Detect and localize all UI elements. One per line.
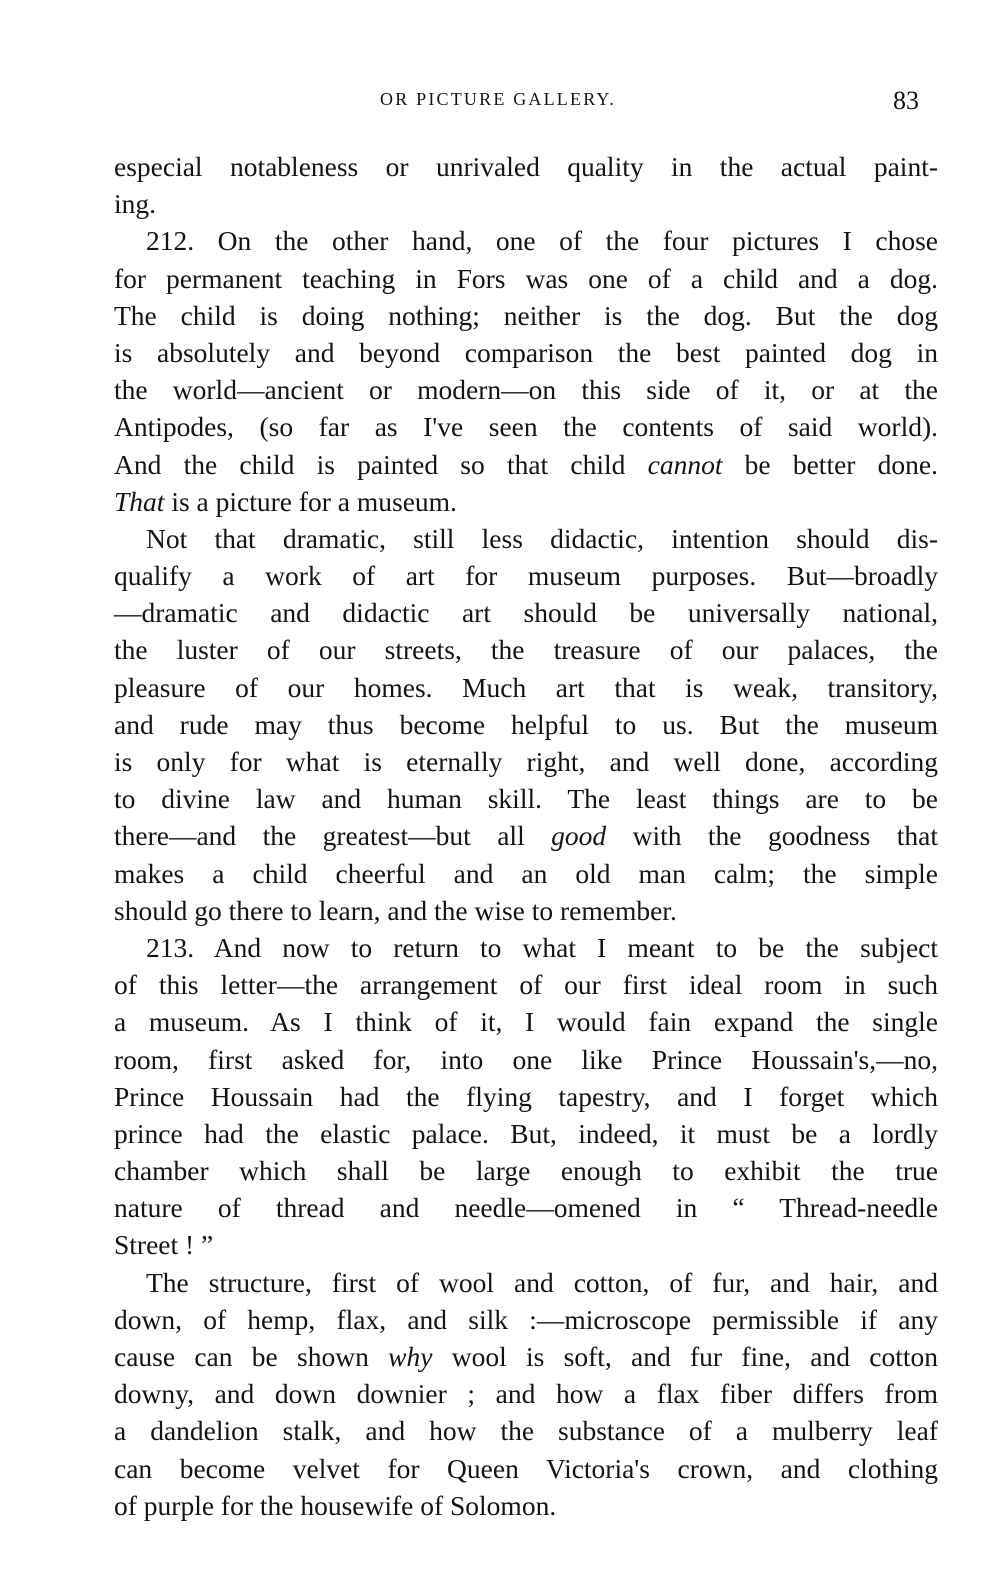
- text-line: qualify a work of art for museum purposes. But—broadly: [114, 560, 938, 592]
- text-line: the luster of our streets, the treasure of our palaces, the: [114, 634, 938, 666]
- text-line: can become velvet for Queen Victoria's crown, and clothing: [114, 1452, 938, 1484]
- emphasis: why: [388, 1341, 433, 1372]
- text-line: a dandelion stalk, and how the substance of a mulberry leaf: [114, 1415, 938, 1447]
- paragraph-first-line: The structure, first of wool and cotton, of fur, and hair, and: [146, 1266, 938, 1298]
- text-line: especial notableness or unrivaled quality in the actual paint-: [114, 151, 938, 182]
- text-line: [114, 1338, 938, 1375]
- text-line: should go there to learn, and the wise to remember.: [114, 894, 677, 926]
- paragraph-213-first-line: 213. And now to return to what I meant to be the subject: [146, 931, 938, 963]
- text-run: And the child is painted so that child: [114, 448, 648, 480]
- text-line: Antipodes, (so far as I've seen the contents of said world).: [114, 411, 938, 443]
- emphasis: cannot: [647, 448, 723, 480]
- emphasis: good: [551, 820, 607, 852]
- text-line: downy, and down downier ; and how a flax fiber differs from: [114, 1378, 938, 1410]
- text-line: ing.: [114, 188, 157, 220]
- text-line: prince had the elastic palace. But, indeed, it must be a lordly: [114, 1117, 938, 1149]
- text-line: the world—ancient or modern—on this side of it, or at the: [114, 374, 938, 406]
- text-line: —dramatic and didactic art should be universally national,: [114, 597, 938, 629]
- text-line: and rude may thus become helpful to us. But the museum: [114, 708, 938, 740]
- text-line: nature of thread and needle—omened in “ Thread-needle: [114, 1192, 938, 1224]
- text-line: Street ! ”: [114, 1229, 214, 1261]
- text-line: chamber which shall be large enough to exhibit the true: [114, 1155, 938, 1187]
- text-run: wool is soft, and fur fine, and cotton: [432, 1341, 938, 1372]
- text-line: [114, 483, 938, 520]
- text-line: room, first asked for, into one like Prince Houssain's,—no,: [114, 1043, 938, 1075]
- text-run: there—and the greatest—but all: [114, 820, 552, 852]
- page-number: 83: [893, 86, 919, 115]
- text-line: [114, 817, 938, 854]
- text-line: pleasure of our homes. Much art that is weak, transitory,: [114, 671, 938, 703]
- text-line: down, of hemp, flax, and silk :—microscope permissible if any: [114, 1303, 938, 1335]
- text-run: be better done.: [722, 448, 938, 480]
- text-line: makes a child cheerful and an old man calm; the simple: [114, 857, 938, 889]
- text-run: is a picture for a museum.: [164, 485, 457, 517]
- text-run: cause can be shown: [114, 1341, 389, 1372]
- text-line: The child is doing nothing; neither is the dog. But the dog: [114, 299, 938, 331]
- running-header: [0, 86, 1000, 116]
- paragraph-212-first-line: 212. On the other hand, one of the four pictures I chose: [146, 225, 938, 257]
- text-line: a museum. As I think of it, I would fain expand the single: [114, 1006, 938, 1038]
- text-run: with the goodness that: [606, 820, 938, 852]
- text-line: Prince Houssain had the flying tapestry, and I forget which: [114, 1080, 938, 1112]
- running-title: OR PICTURE GALLERY.: [380, 89, 616, 109]
- paragraph-first-line: Not that dramatic, still less didactic, intention should dis-: [146, 522, 938, 554]
- body-text: [114, 148, 938, 1524]
- text-line: of this letter—the arrangement of our first ideal room in such: [114, 969, 938, 1001]
- text-line: to divine law and human skill. The least things are to be: [114, 783, 938, 815]
- emphasis: That: [114, 485, 165, 517]
- text-line: [114, 446, 938, 483]
- text-line: of purple for the housewife of Solomon.: [114, 1489, 557, 1521]
- text-line: is only for what is eternally right, and well done, according: [114, 746, 938, 777]
- text-line: is absolutely and beyond comparison the best painted dog in: [114, 336, 938, 368]
- text-line: for permanent teaching in Fors was one of a child and a dog.: [114, 262, 938, 294]
